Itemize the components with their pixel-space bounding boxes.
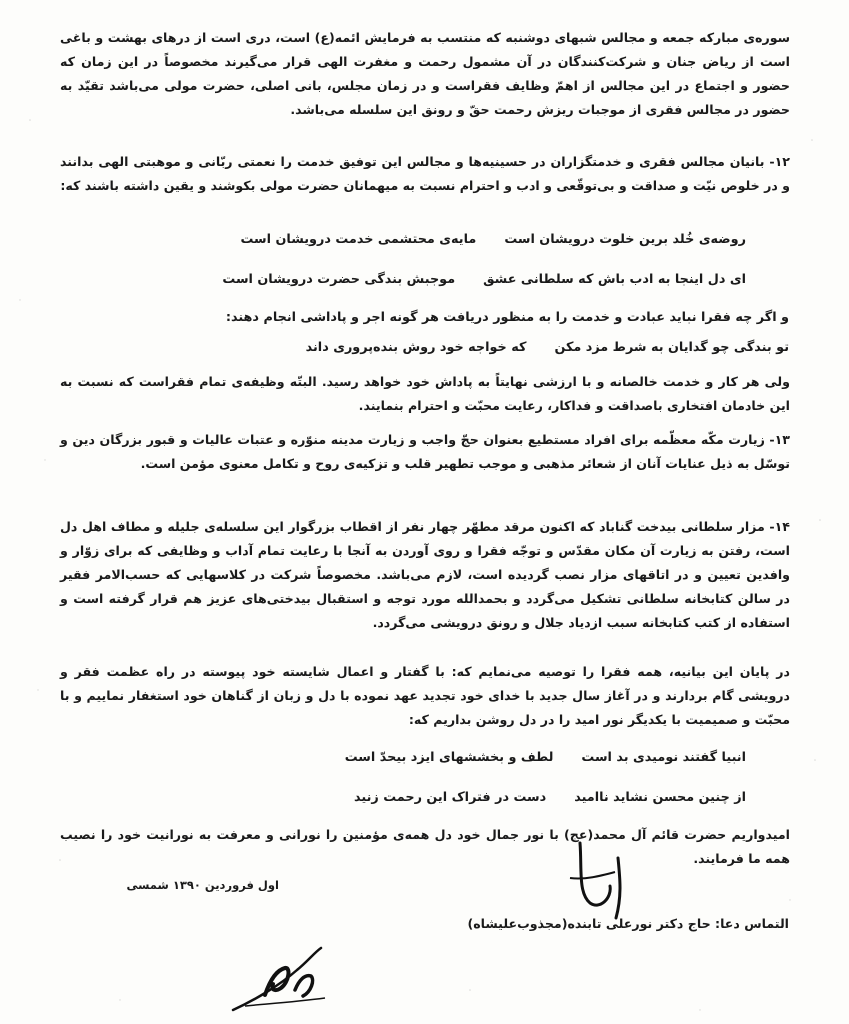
signer-line: التماس دعا: حاج دکتر نورعلی تابنده(مجذوب‌علیشاه) [467, 916, 789, 931]
paragraph-final-prayer: امیدواریم حضرت قائم آل محمد(عج) با نور جمال خود دل همه‌ی مؤمنین را نورانی و معرفت به نورانیت خود را نصیب همه ما فرمایند. [60, 827, 790, 866]
paragraph-service-reward: ولی هر کار و خدمت خالصانه و با ارزشی نهایتاً به پاداش خود خواهد رسید. البتّه وظیفه‌ی تمام فقراست که نسبت به این خادمان افتخاری باصداقت و فداکار، رعایت محبّت و احترام بنمایند. [60, 374, 790, 413]
verse-4-hemistich-a: انبیا گفتند نومیدی بد است [581, 750, 746, 765]
letter-date: اول فروردین ۱۳۹۰ شمسی [126, 878, 279, 892]
verse-1-hemistich-b: مایه‌ی محتشمی خدمت درویشان است [240, 232, 477, 247]
paragraph-closing-advice: در پایان این بیانیه، همه فقرا را توصیه می‌نمایم که: با گفتار و اعمال شایسته خود پیوسته در راه عظمت فقر و درویشی گام بردارند و در آغاز سال جدید با خدای خود تجدید عهد نموده با دل و زبان از گناهان خود استغفار نماییم و با محبّت و صمیمیت با یکدیگر نور امید را در دل روشن بداریم که: [60, 664, 790, 727]
verse-4-hemistich-b: لطف و بخششهای ایزد بیحدّ است [344, 750, 554, 765]
paragraph-14-beydokht-shrine: ۱۴- مزار سلطانی بیدخت گناباد که اکنون مرقد مطهّر چهار نفر از اقطاب بزرگوار این سلسله‌ی جلیله و مطاف اهل دل است، رفتن به زیارت آن مکان مقدّس و توجّه فقرا و روی آوردن به آنجا با رعایت تمام آداب و وظایفی که برای زوّار و وافدین تعیین و در اتاقهای مزار نصب گردیده است، لازم می‌باشد. مخصوصاً شرکت در کلاسهایی که حسب‌الامر فقیر در سالن کتابخانه سلطانی تشکیل می‌گردد و بحمدالله مورد توجه و استقبال بیدختی‌های عزیز هم قرار گرفته است و استفاده از کتب کتابخانه سبب ازدیاد جلال و رونق درویشی می‌گردد. [60, 519, 790, 630]
verse-line-4 [345, 750, 746, 765]
signature-lower-icon [225, 940, 345, 1020]
paragraph-12-hosts-servants: ۱۲- بانیان مجالس فقری و خدمتگزاران در حسینیه‌ها و مجالس این توفیق خدمت را نعمتی ربّانی و موهبتی الهی بدانند و در خلوص نیّت و صداقت و بی‌توقّعی و ادب و احترام نسبت به میهمانان حضرت مولی بکوشند و یقین داشته باشند که: [60, 154, 790, 193]
verse-line-3 [306, 340, 789, 355]
verse-line-1 [241, 232, 746, 247]
verse-line-5 [354, 790, 746, 805]
signature-upper-icon [560, 838, 650, 928]
verse-3-intro: و اگر چه فقرا نباید عبادت و خدمت را به منظور دریافت هر گونه اجر و پاداشی انجام دهند: [225, 310, 789, 325]
verse-1-hemistich-a: روضه‌ی خُلد برین خلوت درویشان است [504, 232, 746, 247]
verse-line-2 [222, 272, 746, 287]
verse-5-hemistich-a: از چنین محسن نشاید ناامید [574, 790, 746, 805]
verse-2-hemistich-a: ای دل اینجا به ادب باش که سلطانی عشق [483, 272, 746, 287]
verse-3-hemistich-b: که خواجه خود روش بنده‌پروری داند [305, 340, 527, 355]
verse-5-hemistich-b: دست در فتراک این رحمت زنید [354, 790, 547, 805]
paragraph-jumma-gatherings: سوره‌ی مبارکه جمعه و مجالس شبهای دوشنبه که منتسب به فرمایش ائمه(ع) است، دری است از درهای بهشت و باغی است از ریاض جنان و شرکت‌کنندگان در آن مشمول رحمت و مغفرت الهی قرار می‌گیرند مخصوصاً در این زمان که حضور و اجتماع در این مجالس از اهمّ وظایف فقراست و در زمان مجلس، بانی اصلی، حضرت مولی می‌باشد تقیّد به حضور در مجالس فقری از موجبات ریزش رحمت حقّ و رونق این سلسله می‌باشد. [60, 30, 790, 117]
paragraph-13-pilgrimage: ۱۳- زیارت مکّه معظّمه برای افراد مستطیع بعنوان حجّ واجب و زیارت مدینه منوّره و عتبات عالیات و قبور بزرگان دین و توسّل به ذیل عنایات آنان از شعائر مذهبی و موجب تطهیر قلب و تزکیه‌ی روح و تکامل معنوی مؤمن است. [60, 432, 790, 471]
verse-2-hemistich-b: موجبش بندگی حضرت درویشان است [222, 272, 456, 287]
verse-3-hemistich-a: تو بندگی چو گدایان به شرط مزد مکن [554, 340, 789, 355]
